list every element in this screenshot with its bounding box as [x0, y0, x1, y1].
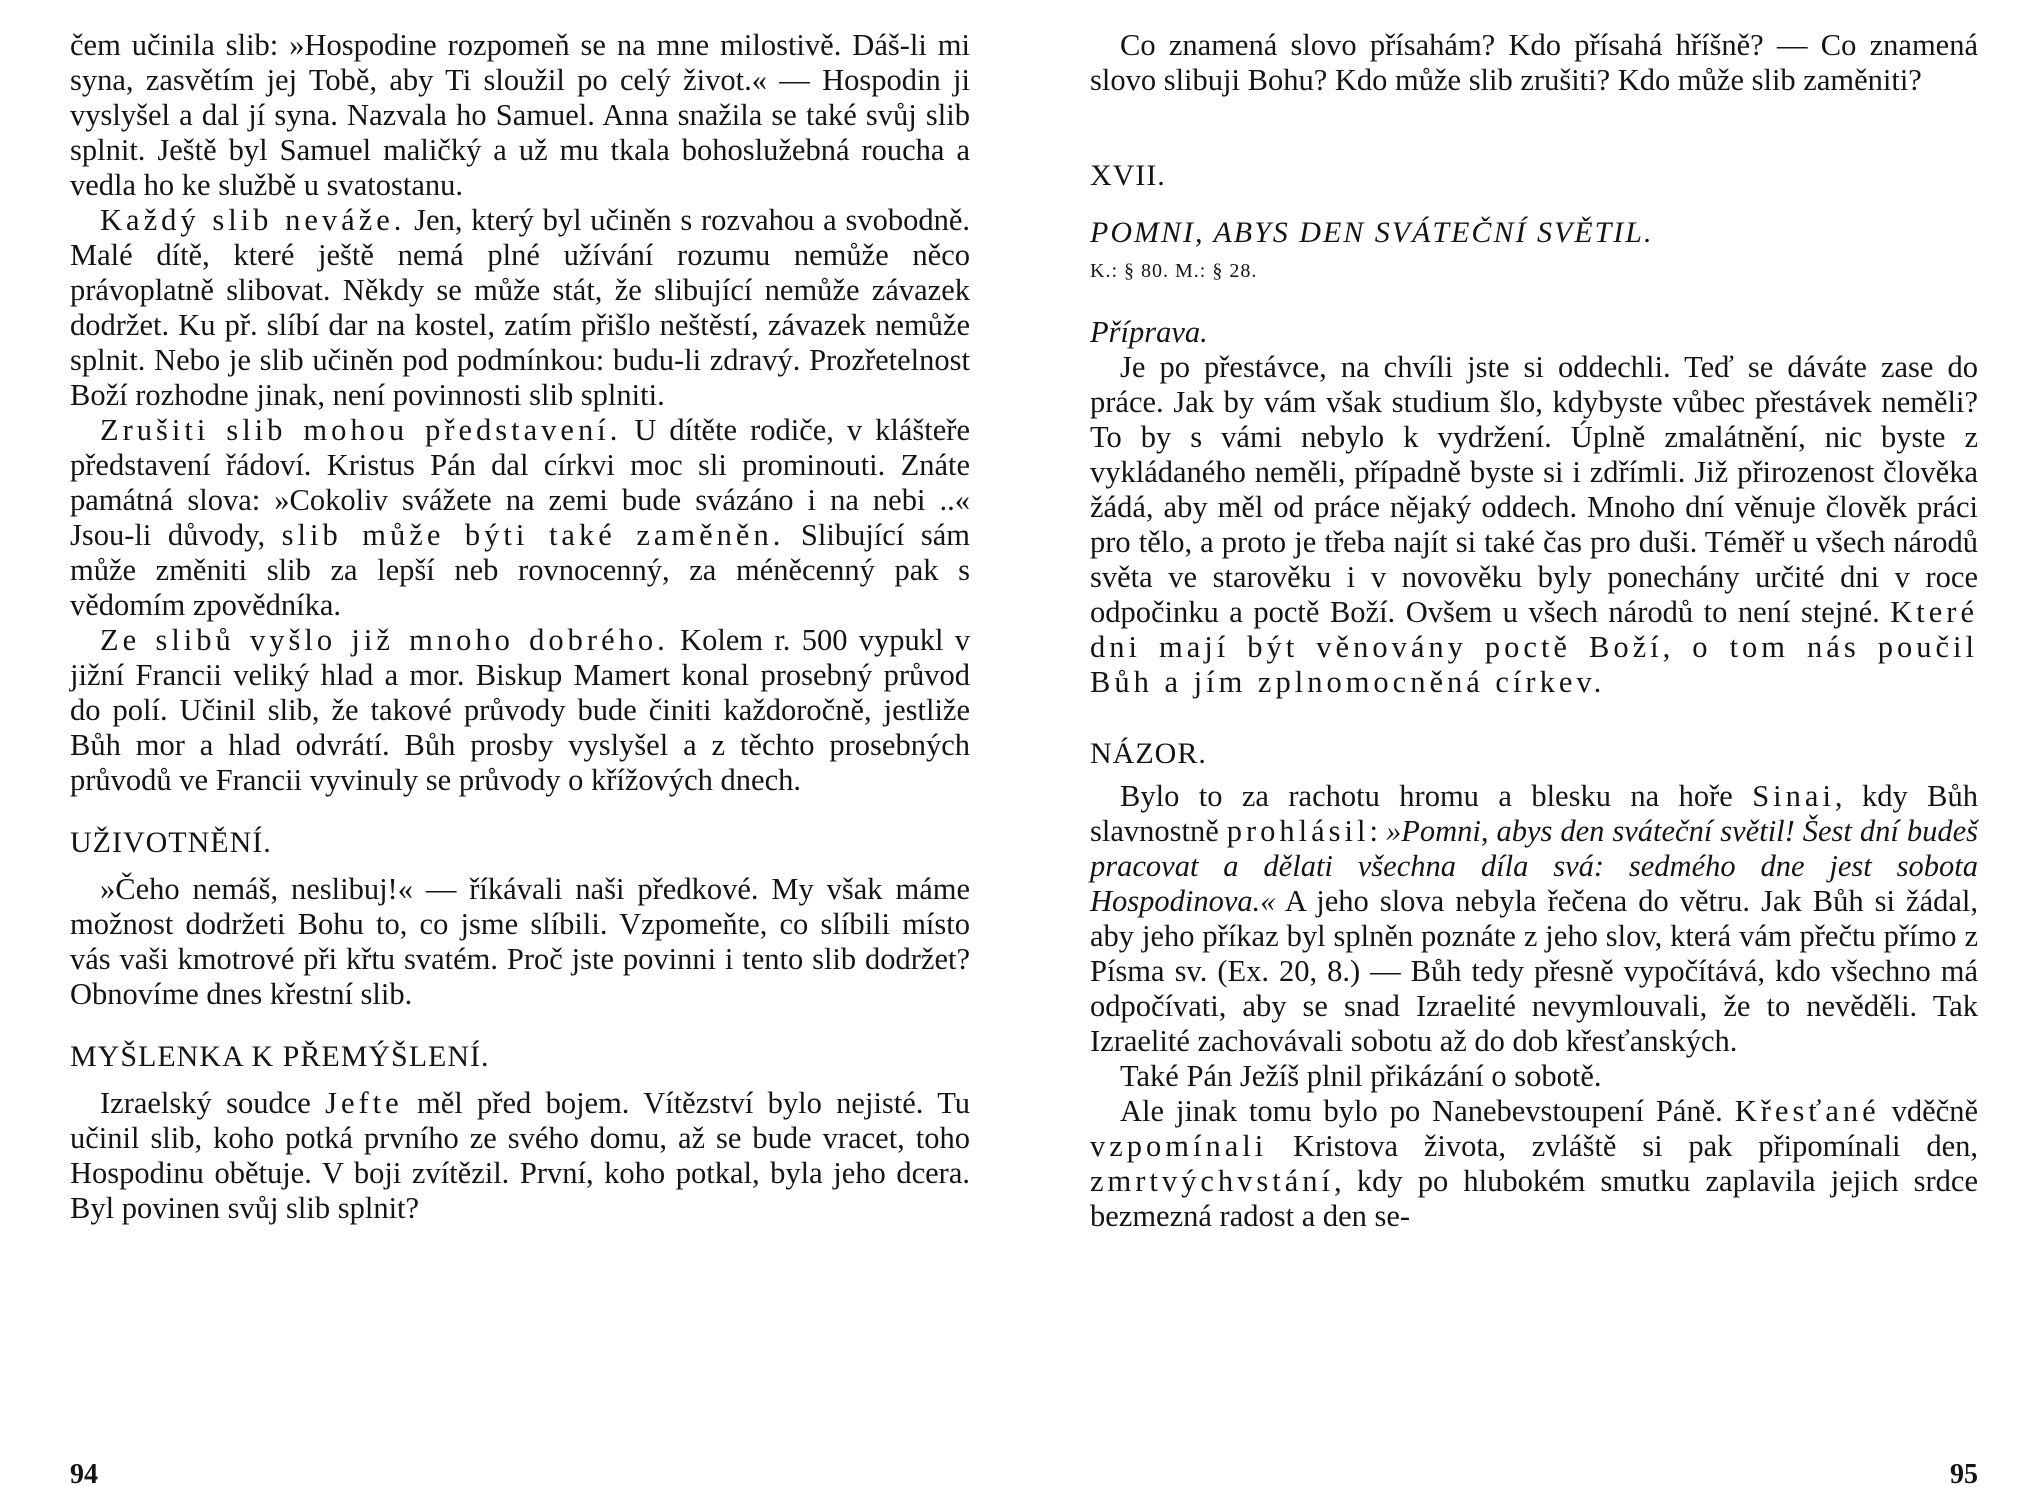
spaced-emphasis: Křesťané [1734, 1094, 1880, 1128]
paragraph [70, 413, 970, 623]
text-run: U dítěte rodiče, v klášteře představení řádoví. Kristus Pán dal církvi moc sli prominouti. Znáte památná slova: »Cokoliv svážete na zemi bude svázáno i na nebi ..« Jsou-li důvody, [70, 413, 970, 552]
right-page [1090, 28, 1978, 1500]
spaced-emphasis: vzpomínali [1090, 1129, 1268, 1163]
paragraph [1090, 350, 1978, 700]
chapter-references: K.: § 80. M.: § 28. [1090, 260, 1258, 282]
text-run: : [1369, 814, 1386, 848]
text-run: , kdy Bůh slavnostně [1090, 779, 1978, 848]
paragraph: čem učinila slib: »Hospodine rozpomeň se na mne milostivě. Dáš-li mi syna, zasvětím jej Tobě, aby Ti sloužil po celý život.« — Hospodin ji vyslyšel a dal jí syna. Nazvala ho Samuel. Anna snažila se také svůj slib splnit. Ještě byl Samuel maličký a už mu tkala bohoslužebná roucha a vedla ho ke službě u svatostanu. [70, 28, 970, 202]
text-run: měl před bojem. Vítězství bylo nejisté. Tu učinil slib, koho potká prvního ze svého domu, až se bude vracet, toho Hospodinu obětuje. V boji zvítězil. První, koho potkal, byla jeho dcera. Byl povinen svůj slib splnit? [70, 1086, 970, 1225]
paragraph: »Čeho nemáš, neslibuj!« — říkávali naši předkové. My však máme možnost dodržeti Bohu to, co jsme slíbili. Vzpomeňte, co slíbili místo vás vaši kmotrové při křtu svatém. Proč jste povinni i tento slib dodržet? Obnovíme dnes křestní slib. [70, 872, 970, 1011]
spaced-emphasis: Zrušiti slib mohou představení. [100, 413, 622, 447]
paragraph [70, 623, 970, 798]
text-run: Je po přestávce, na chvíli jste si oddechli. Teď se dáváte zase do práce. Jak by vám však studium šlo, kdybyste vůbec přestávek neměli? To by s vámi nebylo k vydržení. Úplně zmalátnění, nic byste z vykládaného neměli, případně byste si i zdřímli. Již přirozenost člověka žádá, aby měl od práce nějaký oddech. Mnoho dní věnuje člověk práci pro tělo, a proto je třeba najít si také čas pro duši. Téměř u všech národů světa ve starověku i v novověku byly ponechány určité dni v roce odpočinku a poctě Boží. Ovšem u všech národů to není stejné. [1090, 350, 1978, 629]
paragraph [70, 203, 970, 413]
spaced-emphasis: Sinai [1752, 779, 1835, 813]
paragraph: Také Pán Ježíš plnil přikázání o sobotě. [1120, 1059, 1602, 1093]
section-heading: NÁZOR. [1090, 737, 1207, 770]
text-run: Bylo to za rachotu hromu a blesku na hoře [1120, 779, 1753, 813]
paragraph [1090, 1094, 1978, 1234]
text-run: , kdy po hlubokém smutku zaplavila jejich srdce bezmezná radost a den se- [1090, 1164, 1978, 1233]
left-page [70, 28, 970, 1500]
text-run: Ale jinak tomu bylo po Nanebevstoupení Páně. [1120, 1094, 1735, 1128]
section-heading: MYŠLENKA K PŘEMÝŠLENÍ. [70, 1040, 490, 1073]
spaced-emphasis: Jefte [325, 1086, 403, 1120]
paragraph [1090, 779, 1978, 1059]
page-number: 95 [1950, 1459, 1978, 1490]
text-run: vděčně [1879, 1094, 1978, 1128]
text-run: Jen, který byl učiněn s rozvahou a svobodně. Malé dítě, které ještě nemá plné užívání rozumu nemůže něco právoplatně slibovat. Někdy se může stát, že slibující nemůže závazek dodržet. Ku př. slíbí dar na kostel, zatím přišlo neštěstí, závazek nemůže splnit. Nebo je slib učiněn pod podmínkou: budu-li zdravý. Prozřetelnost Boží rozhodne jinak, není povinnosti slib splniti. [70, 203, 970, 412]
spaced-emphasis: slib může býti také zaměněn. [281, 518, 785, 552]
spaced-emphasis: Každý slib neváže. [100, 203, 406, 237]
spaced-emphasis: Ze slibů vyšlo již mnoho dobrého. [100, 623, 669, 657]
text-run: Kolem r. 500 vypukl v jižní Francii veliký hlad a mor. Biskup Mamert konal prosebný průvod do polí. Učinil slib, že takové průvody bude činiti každoročně, jestliže Bůh mor a hlad odvrátí. Bůh prosby vyslyšel a z těchto prosebných průvodů ve Francii vyvinuly se průvody o křížových dnech. [70, 623, 970, 797]
chapter-title: POMNI, ABYS DEN SVÁTEČNÍ SVĚTIL. [1090, 216, 1654, 249]
chapter-number: XVII. [1090, 159, 1166, 192]
paragraph [70, 1086, 970, 1226]
text-run: Kristova života, zvláště si pak připomínali den, [1267, 1129, 1978, 1163]
spaced-emphasis: zmrtvýchvstání [1090, 1164, 1335, 1198]
scripture-quote: »Pomni, abys den sváteční světil! Šest dní budeš pracovat a dělati všechna díla svá: sedmého dne jest sobota Hospodinova.« [1090, 814, 1978, 918]
text-run: Izraelský soudce [100, 1086, 326, 1120]
text-run: A jeho slova nebyla řečena do větru. Jak Bůh si žádal, aby jeho příkaz byl splněn poznáte z jeho slov, která vám přečtu přímo z Písma sv. (Ex. 20, 8.) — Bůh tedy přesně vypočítává, kdo všechno má odpočívati, aby se snad Izraelité nevymlouvali, že to nevěděli. Tak Izraelité zachovávali sobotu až do dob křesťanských. [1090, 884, 1978, 1058]
spaced-emphasis: prohlásil [1226, 814, 1370, 848]
text-run: Slibující sám může změniti slib za lepší neb rovnocenný, za méněcenný pak s vědomím zpovědníka. [70, 518, 970, 622]
spaced-emphasis: Které dni mají být věnovány poctě Boží, o tom nás poučil Bůh a jím zplnomocněná církev. [1090, 595, 1978, 699]
section-heading: UŽIVOTNĚNÍ. [70, 826, 272, 859]
page-number: 94 [70, 1459, 98, 1490]
paragraph: Co znamená slovo přísahám? Kdo přísahá hříšně? — Co znamená slovo slibuji Bohu? Kdo může slib zrušiti? Kdo může slib zaměniti? [1090, 28, 1978, 97]
subsection-heading: Příprava. [1090, 315, 1208, 349]
